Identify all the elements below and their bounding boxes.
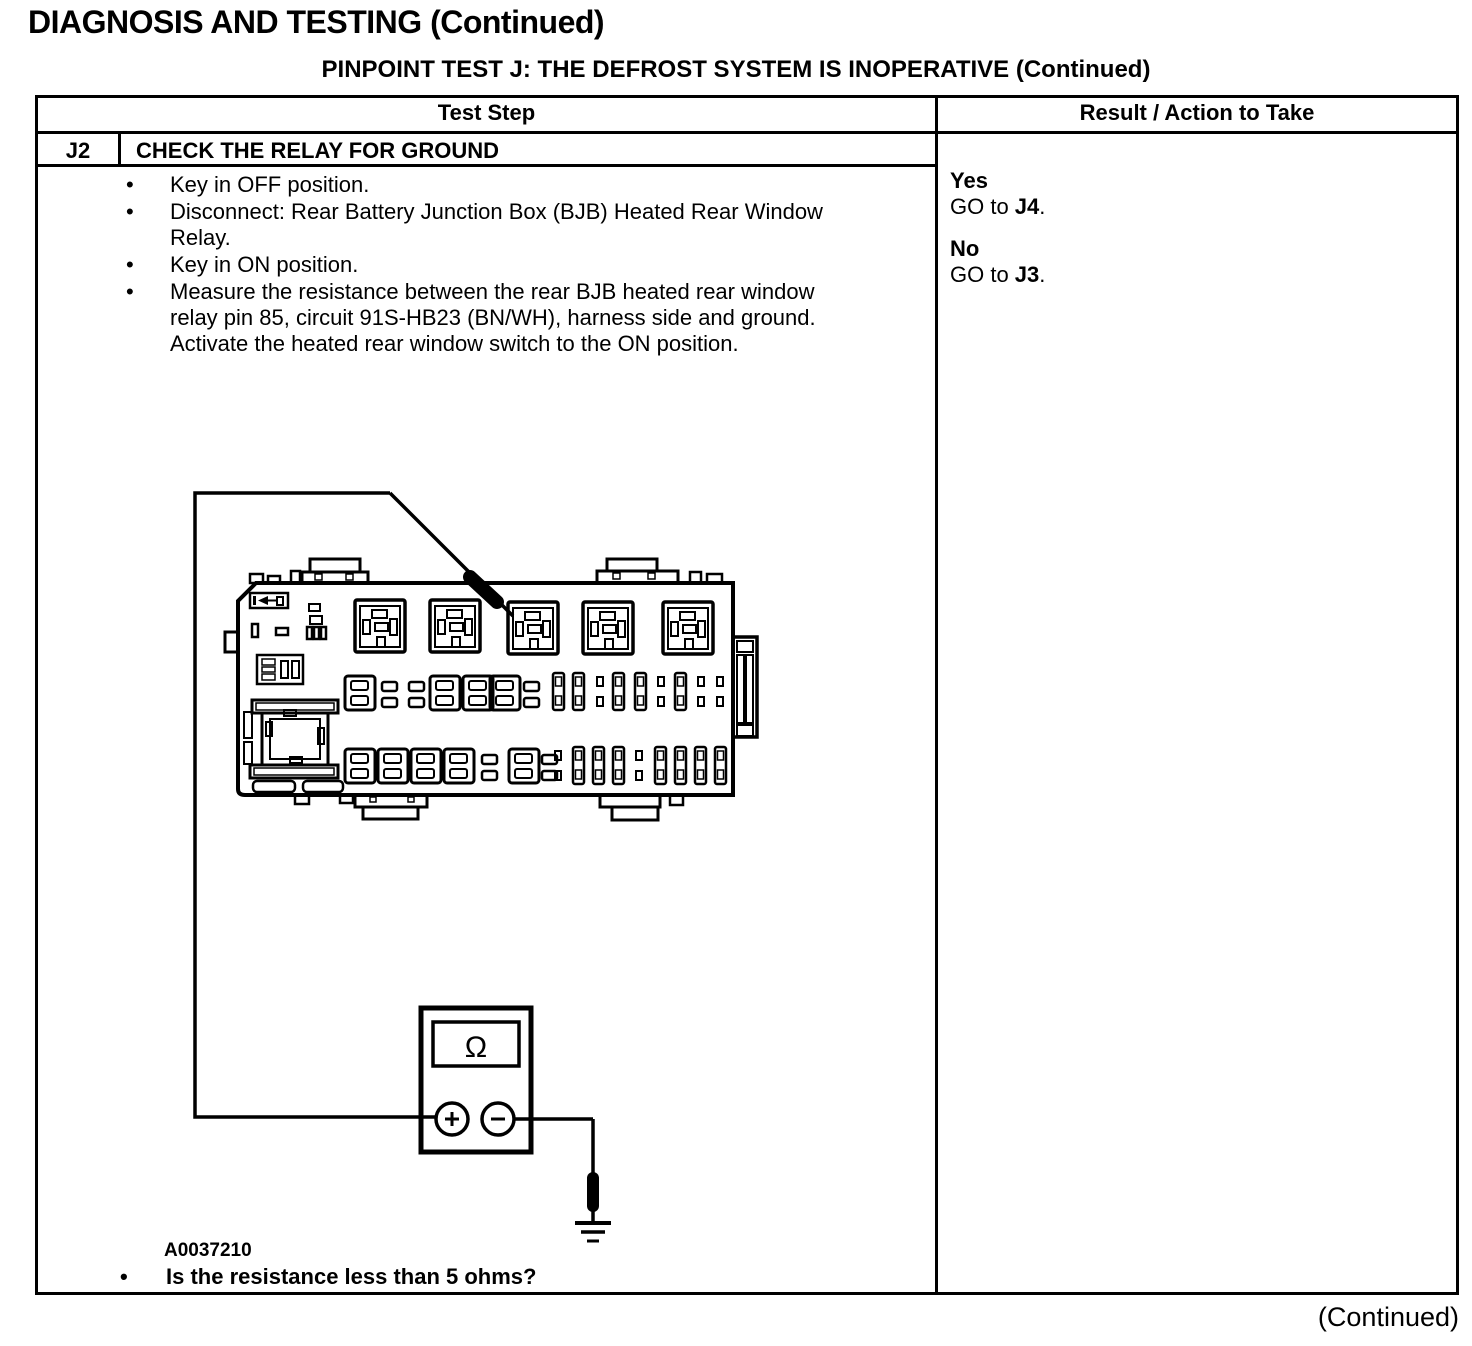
relay-socket xyxy=(430,600,480,652)
result-action-yes xyxy=(950,194,1430,220)
question-text: Is the resistance less than 5 ohms? xyxy=(166,1264,537,1289)
relay-socket xyxy=(355,600,405,652)
instruction-item xyxy=(126,172,866,198)
action-prefix: GO to xyxy=(950,194,1015,219)
relay-socket xyxy=(583,602,633,654)
column-header-result: Result / Action to Take xyxy=(1079,100,1315,125)
instruction-text: Disconnect: Rear Battery Junction Box (BJB) Heated Rear Window Relay. xyxy=(170,199,823,250)
fuse-row-upper xyxy=(345,673,723,710)
instruction-item xyxy=(126,199,866,251)
test-step-instructions xyxy=(126,172,866,358)
relay-socket xyxy=(663,602,713,654)
bullet-icon: • xyxy=(126,279,134,304)
action-target: J4 xyxy=(1014,194,1040,219)
bullet-icon: • xyxy=(126,172,134,197)
page-title: DIAGNOSIS AND TESTING (Continued) xyxy=(28,4,605,40)
instruction-item xyxy=(126,279,866,357)
continued-note: (Continued) xyxy=(1317,1302,1459,1332)
result-answer-no: No xyxy=(950,236,980,261)
result-action-no xyxy=(950,262,1430,288)
test-question xyxy=(120,1264,536,1290)
step-id-divider xyxy=(118,134,121,164)
fuse-row-lower xyxy=(345,747,726,784)
table-header-divider xyxy=(35,131,1459,134)
result-action-column xyxy=(950,168,1430,304)
action-suffix: . xyxy=(1039,262,1046,287)
step-row-divider xyxy=(35,164,935,167)
bullet-icon: • xyxy=(126,199,134,224)
bullet-icon: • xyxy=(126,252,134,277)
step-title: CHECK THE RELAY FOR GROUND xyxy=(136,138,500,163)
instruction-text: Key in ON position. xyxy=(170,252,359,277)
instruction-item xyxy=(126,252,866,278)
result-no-block xyxy=(950,236,1430,288)
result-answer-yes: Yes xyxy=(950,168,988,193)
bullet-icon: • xyxy=(120,1264,128,1289)
ohm-symbol: Ω xyxy=(464,1031,488,1064)
pinpoint-test-subtitle: PINPOINT TEST J: THE DEFROST SYSTEM IS INOPERATIVE (Continued) xyxy=(321,56,1151,83)
action-prefix: GO to xyxy=(950,262,1015,287)
instruction-text: Key in OFF position. xyxy=(170,172,370,197)
figure-id: A0037210 xyxy=(164,1240,252,1261)
relay-socket-heated-rear-window xyxy=(508,602,558,654)
fuse-box-test-diagram xyxy=(140,478,800,1268)
diode-symbol xyxy=(250,593,288,608)
table-column-divider xyxy=(935,95,938,1295)
result-yes-block xyxy=(950,168,1430,220)
step-id: J2 xyxy=(65,138,91,163)
action-target: J3 xyxy=(1014,262,1040,287)
side-connector xyxy=(733,637,757,737)
large-connector xyxy=(244,700,338,778)
ohmmeter xyxy=(421,1008,531,1152)
action-suffix: . xyxy=(1039,194,1046,219)
ground-symbol-icon xyxy=(575,1223,611,1241)
connector-block xyxy=(257,655,303,684)
column-header-test-step: Test Step xyxy=(437,100,536,125)
instruction-text: Measure the resistance between the rear BJB heated rear window relay pin 85, circuit 91S-HB23 (BN/WH), harness side and ground. Activate the heated rear window switch to the ON position. xyxy=(170,279,816,356)
